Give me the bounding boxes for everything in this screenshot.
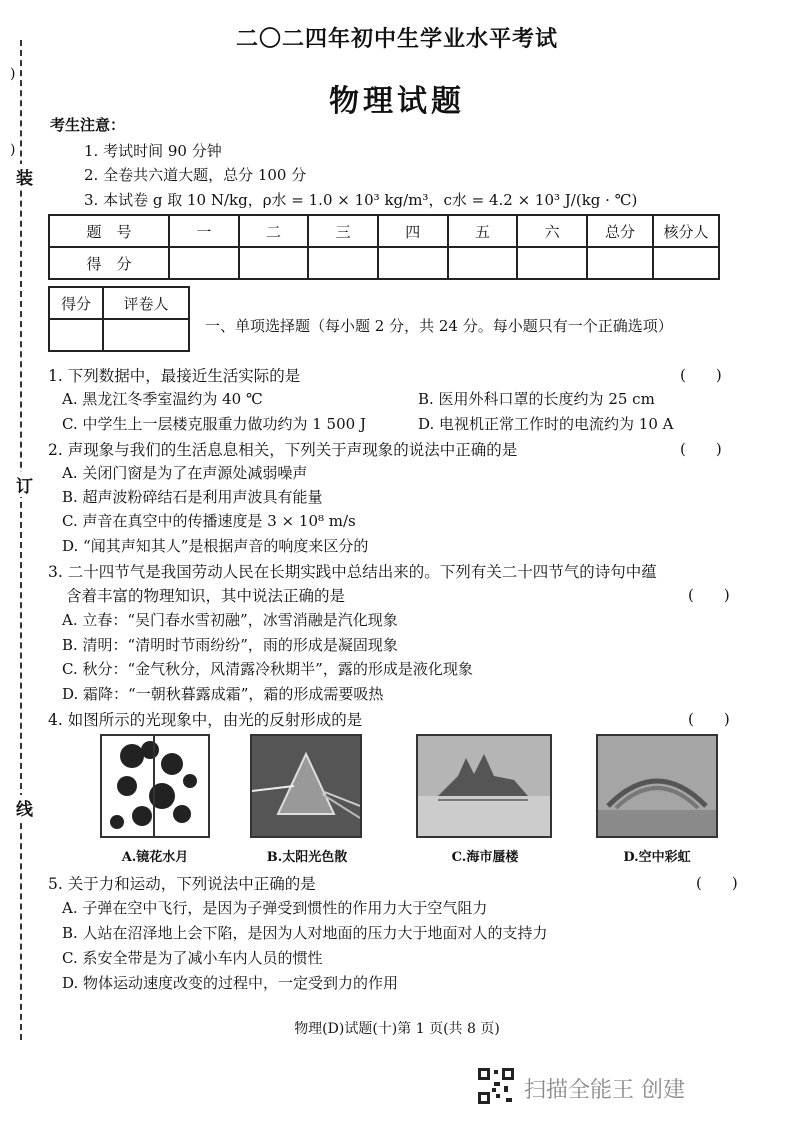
grader-table [48,286,190,352]
option: D. 物体运动速度改变的过程中，一定受到力的作用 [62,974,399,992]
answer-bracket[interactable]: ( ) [696,874,738,892]
question-stem: 4. 如图所示的光现象中，由光的反射形成的是 [48,711,363,729]
score-table-cell: 三 [308,215,378,247]
image-caption: D.空中彩虹 [623,850,691,865]
mirror-flower-image [100,734,210,838]
score-entry-cell[interactable] [448,247,518,279]
binding-char-ding: 订 [16,472,33,497]
subject-title: 物理试题 [329,84,465,119]
option: A. 立春：“吴门春水雪初融”，冰雪消融是汽化现象 [62,611,398,629]
grader-name-label: 评卷人 [103,287,189,319]
exam-title: 二〇二四年初中生学业水平考试 [235,26,558,52]
qr-code-icon [476,1066,516,1106]
question-stem: 3. 二十四节气是我国劳动人民在长期实践中总结出来的。下列有关二十四节气的诗句中蕴 [48,563,657,581]
score-entry-cell[interactable] [653,247,719,279]
option: A. 关闭门窗是为了在声源处减弱噪声 [62,464,308,482]
score-table-cell: 一 [169,215,239,247]
image-caption: A.镜花水月 [121,850,189,865]
score-table-cell: 核分人 [653,215,719,247]
score-table-cell: 二 [239,215,309,247]
notice-item: 1. 考试时间 90 分钟 [84,142,222,160]
score-table [48,214,720,280]
score-entry-cell[interactable] [587,247,653,279]
option: C. 系安全带是为了减小车内人员的惯性 [62,949,323,967]
score-table-cell: 题 号 [49,215,169,247]
answer-bracket[interactable]: ( ) [680,440,722,458]
option: D. 电视机正常工作时的电流约为 10 A [418,415,674,433]
notice-heading: 考生注意： [50,116,126,134]
binding-char-zhuang: 装 [16,164,33,189]
option: D. 霜降：“一朝秋暮露成霜”，霜的形成需要吸热 [62,685,384,703]
option: C. 中学生上一层楼克服重力做功约为 1 500 J [62,415,366,433]
score-entry-cell[interactable] [378,247,448,279]
section-heading: 一、单项选择题（每小题 2 分，共 24 分。每小题只有一个正确选项） [205,317,673,335]
score-table-cell: 总分 [587,215,653,247]
question-stem: 2. 声现象与我们的生活息息相关，下列关于声现象的说法中正确的是 [48,441,518,459]
grader-score-label: 得分 [49,287,103,319]
score-table-header-row [49,215,719,247]
grader-score-entry[interactable] [49,319,103,351]
option: D. “闻其声知其人”是根据声音的响度来区分的 [62,537,369,555]
margin-mark: ) [10,142,16,158]
mirage-image [416,734,552,838]
score-table-cell: 得 分 [49,247,169,279]
binding-char-xian: 线 [16,795,33,820]
notice-item: 2. 全卷共六道大题，总分 100 分 [84,166,307,184]
option: C. 声音在真空中的传播速度是 3 × 10⁸ m/s [62,512,356,530]
option: A. 子弹在空中飞行，是因为子弹受到惯性的作用力大于空气阻力 [62,899,488,917]
question-stem: 5. 关于力和运动，下列说法中正确的是 [48,875,316,893]
score-table-cell: 五 [448,215,518,247]
answer-bracket[interactable]: ( ) [688,586,730,604]
binding-line [20,40,22,1040]
notice-item: 3. 本试卷 g 取 10 N/kg，ρ水 = 1.0 × 10³ kg/m³，c水 = 4.2 × 10³ J/(kg · ℃) [84,191,638,209]
score-table-cell: 六 [517,215,587,247]
question-stem: 1. 下列数据中，最接近生活实际的是 [48,367,301,385]
margin-mark: ) [10,66,16,82]
prism-dispersion-image [250,734,362,838]
option: B. 清明：“清明时节雨纷纷”，雨的形成是凝固现象 [62,636,398,654]
question-stem-continued: 含着丰富的物理知识，其中说法正确的是 [66,587,346,605]
grader-name-entry[interactable] [103,319,189,351]
watermark-text: 扫描全能王 创建 [524,1078,685,1103]
score-entry-cell[interactable] [517,247,587,279]
image-caption: C.海市蜃楼 [451,850,519,865]
option: B. 人站在沼泽地上会下陷，是因为人对地面的压力大于地面对人的支持力 [62,924,548,942]
score-table-score-row [49,247,719,279]
answer-bracket[interactable]: ( ) [688,710,730,728]
option: B. 超声波粉碎结石是利用声波具有能量 [62,488,323,506]
score-entry-cell[interactable] [239,247,309,279]
answer-bracket[interactable]: ( ) [680,366,722,384]
score-entry-cell[interactable] [308,247,378,279]
page-footer: 物理(D)试题(十)第 1 页(共 8 页) [294,1021,500,1037]
image-caption: B.太阳光色散 [266,850,348,865]
score-entry-cell[interactable] [169,247,239,279]
option: B. 医用外科口罩的长度约为 25 cm [418,390,655,408]
option: A. 黑龙江冬季室温约为 40 ℃ [62,390,263,408]
rainbow-image [596,734,718,838]
score-table-cell: 四 [378,215,448,247]
option: C. 秋分：“金气秋分，风清露冷秋期半”，露的形成是液化现象 [62,660,473,678]
